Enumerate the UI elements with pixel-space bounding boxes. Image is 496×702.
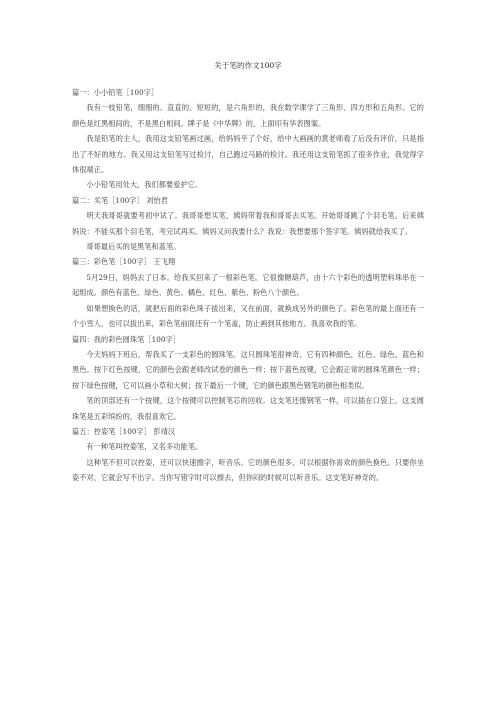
document-title: 关于笔的作文100字	[214, 61, 282, 70]
section-heading: 篇二：买笔［100字］ 刘怡君	[72, 195, 168, 205]
section-paragraph: 我是铅笔的主人，我用这支铅笔画过画，给妈妈平了个好，给中大画画的黄老师看了后没有评价，只是指出了不好的地方。我又用这支铅笔写过检讨，自己跑过马路的检讨。我还用这支铅笔抓了很多作业，我觉得字体很端正。	[72, 134, 424, 175]
section-paragraph: 我有一枝铅笔，细细的、直直的、短短的，是六角形的，我在数学课学了三角形、四方形和五角形。它的颜色是红黑相间的，不是黑白相间。牌子是《中华牌》的，上面印有华表图案。	[72, 103, 424, 128]
section-paragraph: 笔的顶部还有一个按键，这个按键可以控制笔芯的回收。这支笔还像钢笔一样，可以插在口袋上。这支圆珠笔是五彩缤纷的，我很喜欢它。	[72, 396, 424, 421]
section-paragraph: 哥哥最后买的是黑笔和蓝笔。	[86, 242, 181, 252]
section-heading: 篇三：彩色笔［100字］ 王飞翔	[72, 257, 176, 267]
section-4	[72, 332, 424, 424]
section-5	[72, 424, 424, 486]
section-paragraph: 如果想换色的话，就把后面的彩色珠子拔出来，又在前面，就换成另外的颜色了。彩色笔的最上面还有一个小雪人，也可以拔出来，彩色笔前面还有一个笔盖，防止画到其他地方。我喜欢我的笔。	[72, 303, 424, 329]
section-paragraph: 有一种笔叫控姿笔，又名多功能笔。	[86, 442, 203, 452]
section-paragraph: 今天妈妈下班后，帮我买了一支彩色的圆珠笔。这只圆珠笔很神奇。它有四种颜色，红色、绿色、蓝色和黑色。按下红色按键，它的颜色会跟老师改试卷的颜色一样；按下蓝色按键，它会跟正常的圆珠笔颜色一样；按下绿色按键，它可以画小草和大树；按下最后一个键，它的颜色跟黑色钢笔的颜色相类似。	[72, 349, 424, 390]
section-heading: 篇四：我的彩色圆珠笔［100字］	[72, 334, 180, 344]
section-1	[72, 85, 424, 193]
section-heading: 篇五：控姿笔［100字］ 彭靖汉	[72, 426, 176, 436]
section-paragraph: 这种笔不但可以控姿，还可以快速擦字，听音乐。它的颜色很多，可以根据你喜欢的颜色换色。只要你坐姿不对，它就会写不出字。当你写错字时可以擦去，但你闷的时候可以听音乐。这支笔好神奇的。	[72, 457, 424, 483]
section-paragraph: 小小铅笔用处大，我们都要爱护它。	[86, 180, 203, 190]
section-paragraph: 明天我哥哥就要考初中试了。我哥哥想买笔，姨妈带着我和哥哥去买笔。开始哥哥跳了个羽毛笔。后来姨妈说：不能买那个羽毛笔，考完试再买。姨妈又问我要什么？我说：我想要那个签字笔。姨妈就给我买了。	[72, 211, 424, 236]
section-3	[72, 254, 424, 331]
document-body	[72, 85, 424, 486]
section-2	[72, 193, 424, 255]
section-paragraph: 5月29日，妈妈去了日本。给我买回来了一根彩色笔。它很像糖葫芦，由十六个彩色的透明塑料珠串在一起组成。颜色有蓝色、绿色、黄色、橘色、红色、紫色、粉色八个颜色。	[72, 272, 424, 298]
section-heading: 篇一：小小铅笔［100字］	[72, 88, 159, 97]
